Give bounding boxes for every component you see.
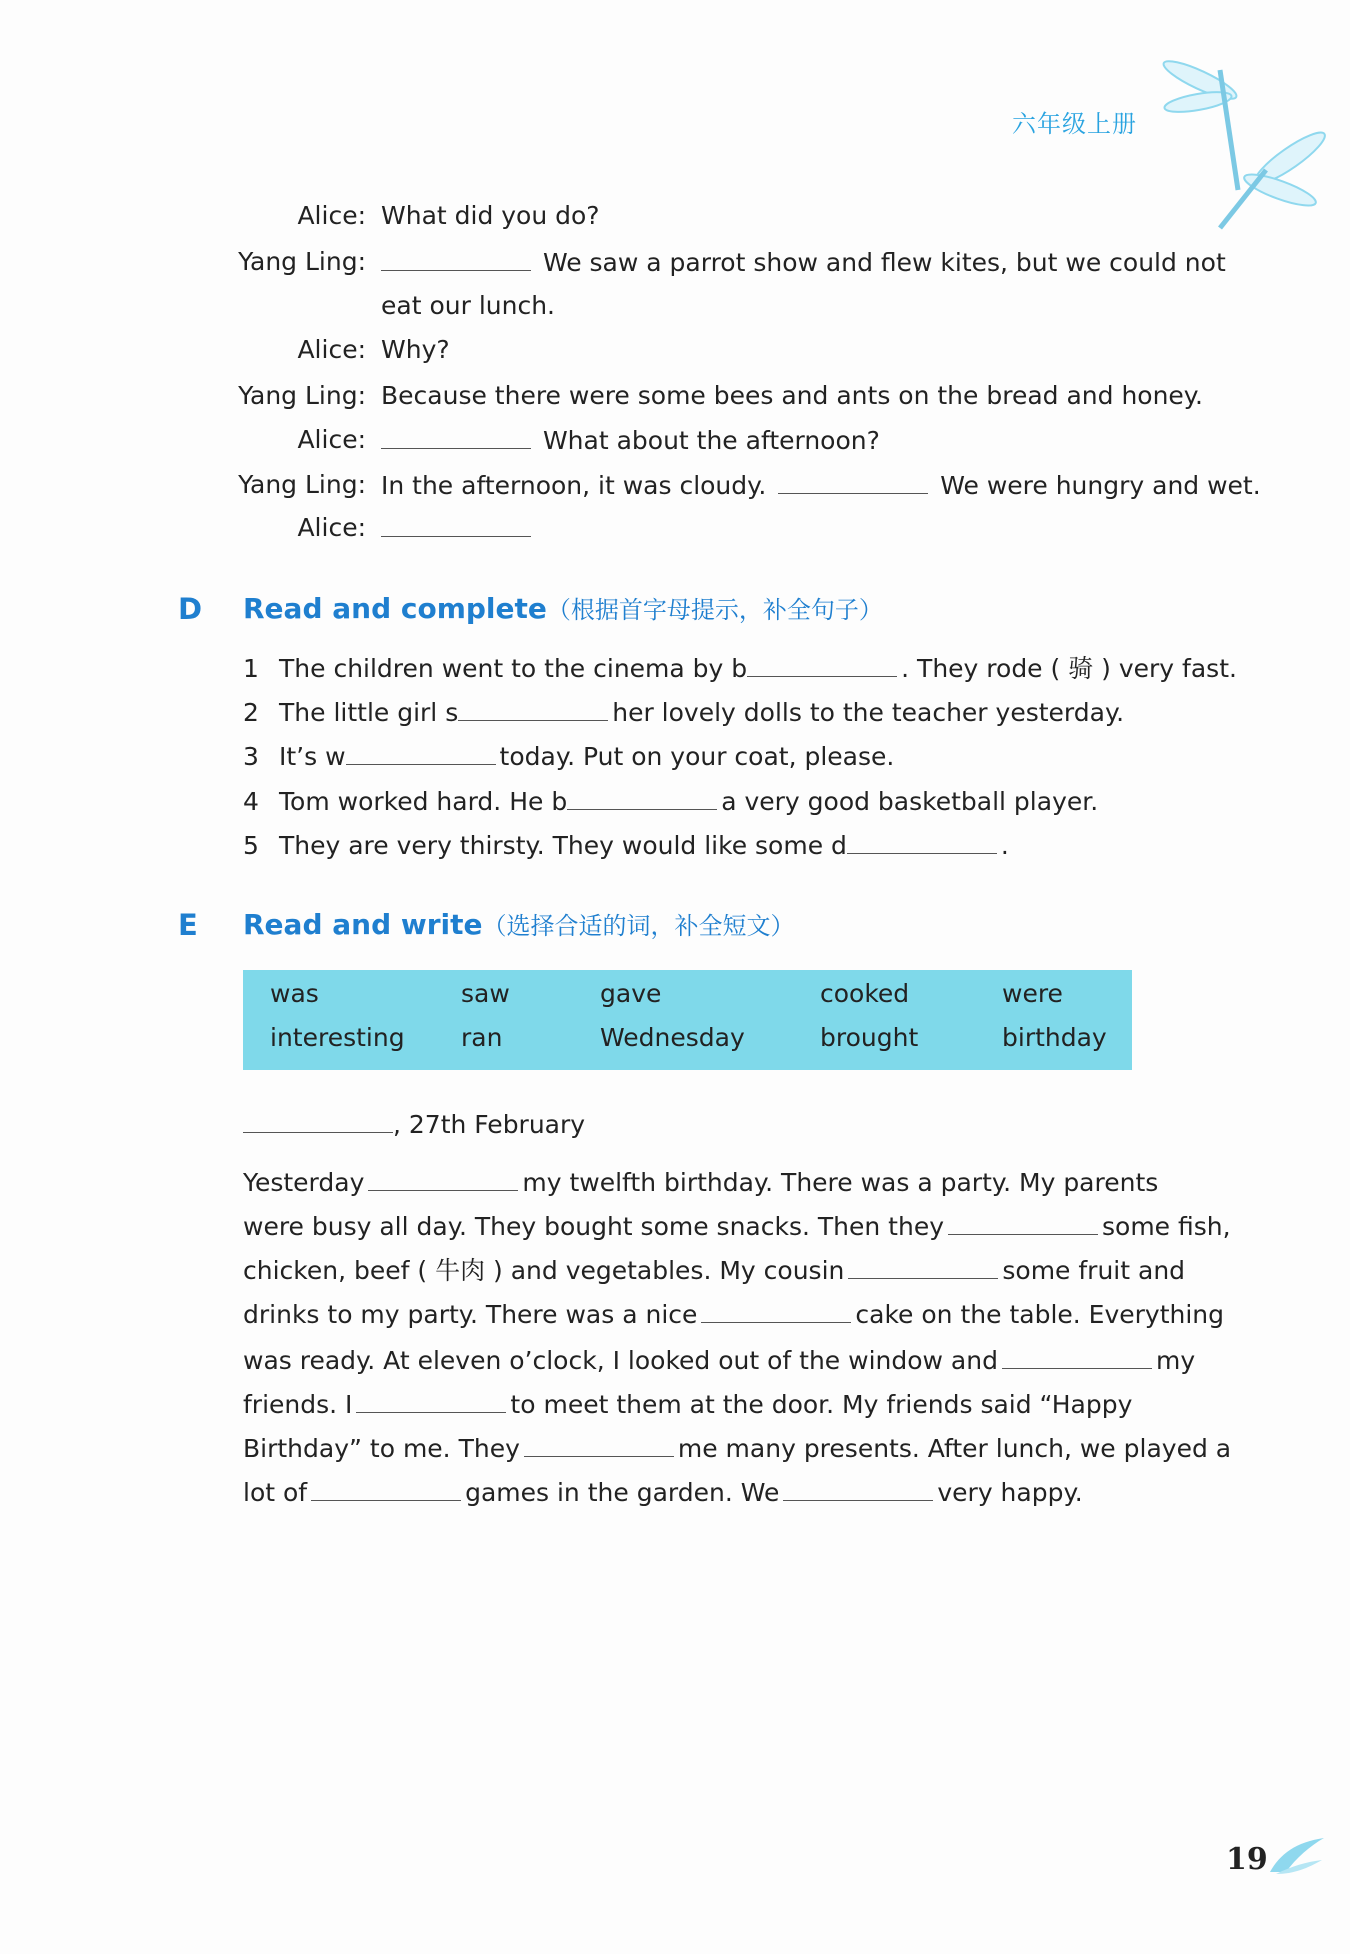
dialogue-text: We saw a parrot show and flew kites, but we could not xyxy=(542,248,1226,277)
word-bank-word: Wednesday xyxy=(600,1023,745,1052)
item-text: The children went to the cinema by b xyxy=(279,654,748,683)
answer-blank[interactable] xyxy=(381,246,531,271)
word-bank-word: were xyxy=(1002,979,1063,1008)
answer-blank[interactable] xyxy=(778,469,928,494)
grade-label: 六年级上册 xyxy=(1012,110,1137,138)
answer-blank[interactable] xyxy=(701,1298,851,1323)
item-text: her lovely dolls to the teacher yesterday. xyxy=(612,698,1125,727)
passage-text: some fish, xyxy=(1102,1212,1231,1241)
item-text: today. Put on your coat, please. xyxy=(499,742,895,771)
answer-blank[interactable] xyxy=(848,1254,998,1279)
dialogue-line: eat our lunch. xyxy=(381,291,555,320)
list-item xyxy=(243,652,1237,685)
passage-line xyxy=(243,1476,1083,1509)
passage-text: drinks to my party. There was a nice xyxy=(243,1300,698,1329)
item-text: . They rode ( 骑 ) very fast. xyxy=(901,654,1237,683)
answer-blank[interactable] xyxy=(368,1166,518,1191)
answer-blank[interactable] xyxy=(381,424,531,449)
section-title-en: Read and write xyxy=(243,908,483,941)
item-number: 5 xyxy=(243,831,259,860)
word-bank-word: birthday xyxy=(1002,1023,1107,1052)
answer-blank[interactable] xyxy=(783,1476,933,1501)
answer-blank[interactable] xyxy=(381,512,531,537)
answer-blank[interactable] xyxy=(1002,1344,1152,1369)
word-bank-word: brought xyxy=(820,1023,919,1052)
list-item xyxy=(243,696,1124,729)
list-item xyxy=(243,740,894,773)
passage-line xyxy=(243,1388,1132,1421)
speaker-label: Alice: xyxy=(297,335,366,364)
item-text: a very good basketball player. xyxy=(721,787,1099,816)
passage-line xyxy=(243,1432,1231,1465)
section-e-title xyxy=(243,908,795,943)
passage-text: some fruit and xyxy=(1002,1256,1186,1285)
date-text: , 27th February xyxy=(393,1110,586,1139)
speaker-label: Yang Ling: xyxy=(238,247,366,276)
dialogue-text: Why? xyxy=(381,335,450,364)
passage-line xyxy=(243,1254,1185,1287)
item-text: Tom worked hard. He b xyxy=(279,787,568,816)
word-bank-word: was xyxy=(270,979,319,1008)
answer-blank[interactable] xyxy=(747,652,897,677)
item-text: The little girl s xyxy=(279,698,459,727)
answer-blank[interactable] xyxy=(458,696,608,721)
date-line xyxy=(243,1108,585,1141)
passage-text: very happy. xyxy=(937,1478,1083,1507)
leaf-icon xyxy=(1266,1836,1328,1876)
item-text: . xyxy=(1000,831,1009,860)
passage-line xyxy=(243,1344,1195,1377)
passage-text: Birthday” to me. They xyxy=(243,1434,520,1463)
passage-text: to meet them at the door. My friends said “Happy xyxy=(510,1390,1133,1419)
answer-blank[interactable] xyxy=(311,1476,461,1501)
section-d-letter: D xyxy=(178,592,203,626)
answer-blank[interactable] xyxy=(567,785,717,810)
item-number: 2 xyxy=(243,698,259,727)
answer-blank[interactable] xyxy=(948,1210,1098,1235)
section-title-cn: （根据首字母提示，补全句子） xyxy=(546,596,883,624)
word-bank xyxy=(243,970,1132,1070)
word-bank-word: gave xyxy=(600,979,662,1008)
passage-text: me many presents. After lunch, we played a xyxy=(677,1434,1232,1463)
speaker-label: Yang Ling: xyxy=(238,381,366,410)
speaker-label: Alice: xyxy=(297,201,366,230)
section-d-title xyxy=(243,592,883,627)
page-number: 19 xyxy=(1226,1842,1268,1877)
item-text: It’s w xyxy=(279,742,346,771)
passage-text: Yesterday xyxy=(243,1168,365,1197)
passage-text: chicken, beef ( 牛肉 ) and vegetables. My cousin xyxy=(243,1256,845,1285)
answer-blank[interactable] xyxy=(346,740,496,765)
passage-text: lot of xyxy=(243,1478,308,1507)
dialogue-text: We were hungry and wet. xyxy=(940,471,1261,500)
answer-blank[interactable] xyxy=(524,1432,674,1457)
word-bank-word: interesting xyxy=(270,1023,405,1052)
word-bank-word: saw xyxy=(461,979,510,1008)
answer-blank[interactable] xyxy=(847,829,997,854)
passage-text: were busy all day. They bought some snacks. Then they xyxy=(243,1212,944,1241)
passage-line xyxy=(243,1210,1231,1243)
passage-text: games in the garden. We xyxy=(465,1478,780,1507)
dialogue-text: In the afternoon, it was cloudy. xyxy=(381,471,767,500)
answer-blank[interactable] xyxy=(356,1388,506,1413)
dialogue-text: What did you do? xyxy=(381,201,600,230)
item-text: They are very thirsty. They would like some d xyxy=(279,831,847,860)
passage-text: was ready. At eleven o’clock, I looked out of the window and xyxy=(243,1346,998,1375)
section-e-letter: E xyxy=(178,908,198,942)
speaker-label: Alice: xyxy=(297,425,366,454)
list-item xyxy=(243,785,1098,818)
section-title-cn: （选择合适的词，补全短文） xyxy=(482,912,795,940)
passage-text: friends. I xyxy=(243,1390,353,1419)
passage-line xyxy=(243,1298,1224,1331)
passage-text: my xyxy=(1155,1346,1196,1375)
passage-text: my twelfth birthday. There was a party. My parents xyxy=(522,1168,1159,1197)
dragonfly-icon xyxy=(1150,40,1340,240)
speaker-label: Alice: xyxy=(297,513,366,542)
dialogue-text: Because there were some bees and ants on the bread and honey. xyxy=(381,381,1203,410)
item-number: 4 xyxy=(243,787,259,816)
speaker-label: Yang Ling: xyxy=(238,470,366,499)
word-bank-word: ran xyxy=(461,1023,503,1052)
answer-blank[interactable] xyxy=(243,1108,393,1133)
section-title-en: Read and complete xyxy=(243,592,547,625)
dialogue-text: What about the afternoon? xyxy=(542,426,880,455)
list-item xyxy=(243,829,1009,862)
passage-line xyxy=(243,1166,1158,1199)
passage-text: cake on the table. Everything xyxy=(855,1300,1225,1329)
word-bank-word: cooked xyxy=(820,979,910,1008)
item-number: 1 xyxy=(243,654,259,683)
item-number: 3 xyxy=(243,742,259,771)
